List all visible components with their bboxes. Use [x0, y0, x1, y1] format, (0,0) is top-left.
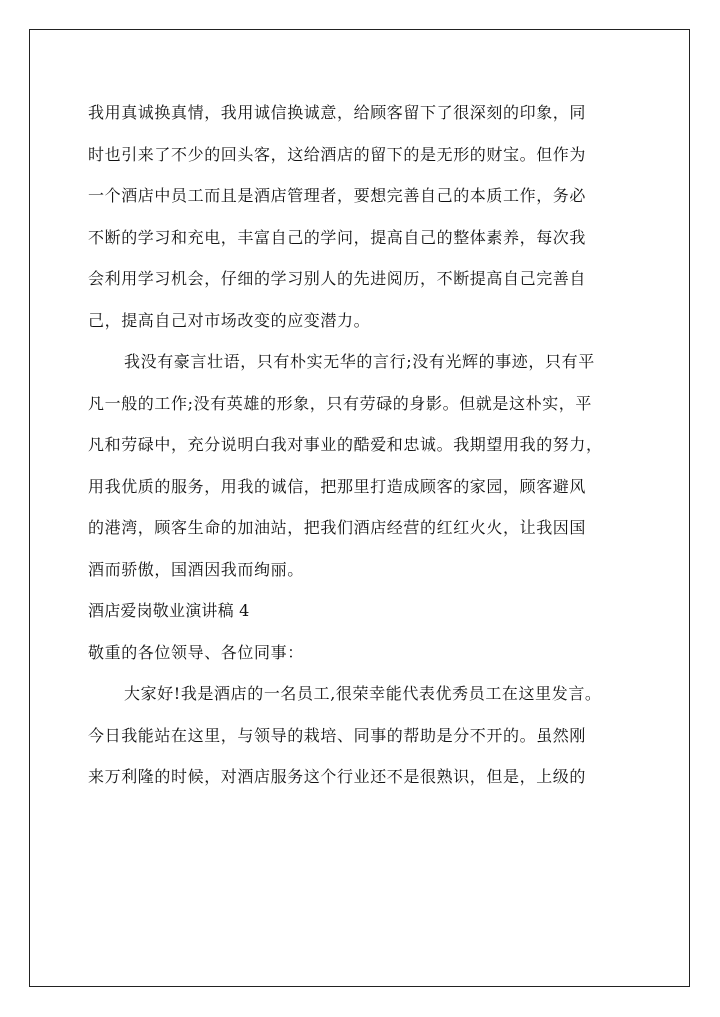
text-line: 己，提高自己对市场改变的应变潜力。	[88, 310, 371, 330]
text-line: 的港湾，顾客生命的加油站，把我们酒店经营的红红火火，让我因国	[88, 518, 587, 537]
text-line: 来万利隆的时候，对酒店服务这个行业还不是很熟识，但是，上级的	[88, 767, 587, 786]
document-body	[88, 92, 648, 798]
text-line: 大家好!我是酒店的一名员工,很荣幸能代表优秀员工在这里发言。	[124, 684, 602, 703]
text-line: 一个酒店中员工而且是酒店管理者，要想完善自己的本质工作，务必	[88, 186, 587, 205]
text-line: 时也引来了不少的回头客，这给酒店的留下的是无形的财宝。但作为	[88, 144, 587, 164]
text-line: 我没有豪言壮语，只有朴实无华的言行;没有光辉的事迹，只有平	[124, 352, 595, 371]
text-line: 用我优质的服务，用我的诚信，把那里打造成顾客的家园，顾客避风	[88, 476, 587, 496]
salutation-line: 敬重的各位领导、各位同事：	[88, 642, 304, 662]
section-heading: 酒店爱岗敬业演讲稿 4	[88, 601, 250, 620]
text-line: 不断的学习和充电，丰富自己的学问，提高自己的整体素养，每次我	[88, 227, 587, 247]
text-line: 会利用学习机会，仔细的学习别人的先进阅历，不断提高自己完善自	[88, 269, 587, 288]
text-line: 今日我能站在这里，与领导的栽培、同事的帮助是分不开的。虽然刚	[88, 725, 587, 745]
text-line: 我用真诚换真情，我用诚信换诚意，给顾客留下了很深刻的印象，同	[88, 103, 587, 122]
text-line: 凡和劳碌中，充分说明白我对事业的酷爱和忠诚。我期望用我的努力，	[88, 435, 603, 454]
text-line: 酒而骄傲，国酒因我而绚丽。	[88, 559, 304, 579]
text-line: 凡一般的工作;没有英雄的形象，只有劳碌的身影。但就是这朴实，平	[88, 393, 592, 413]
